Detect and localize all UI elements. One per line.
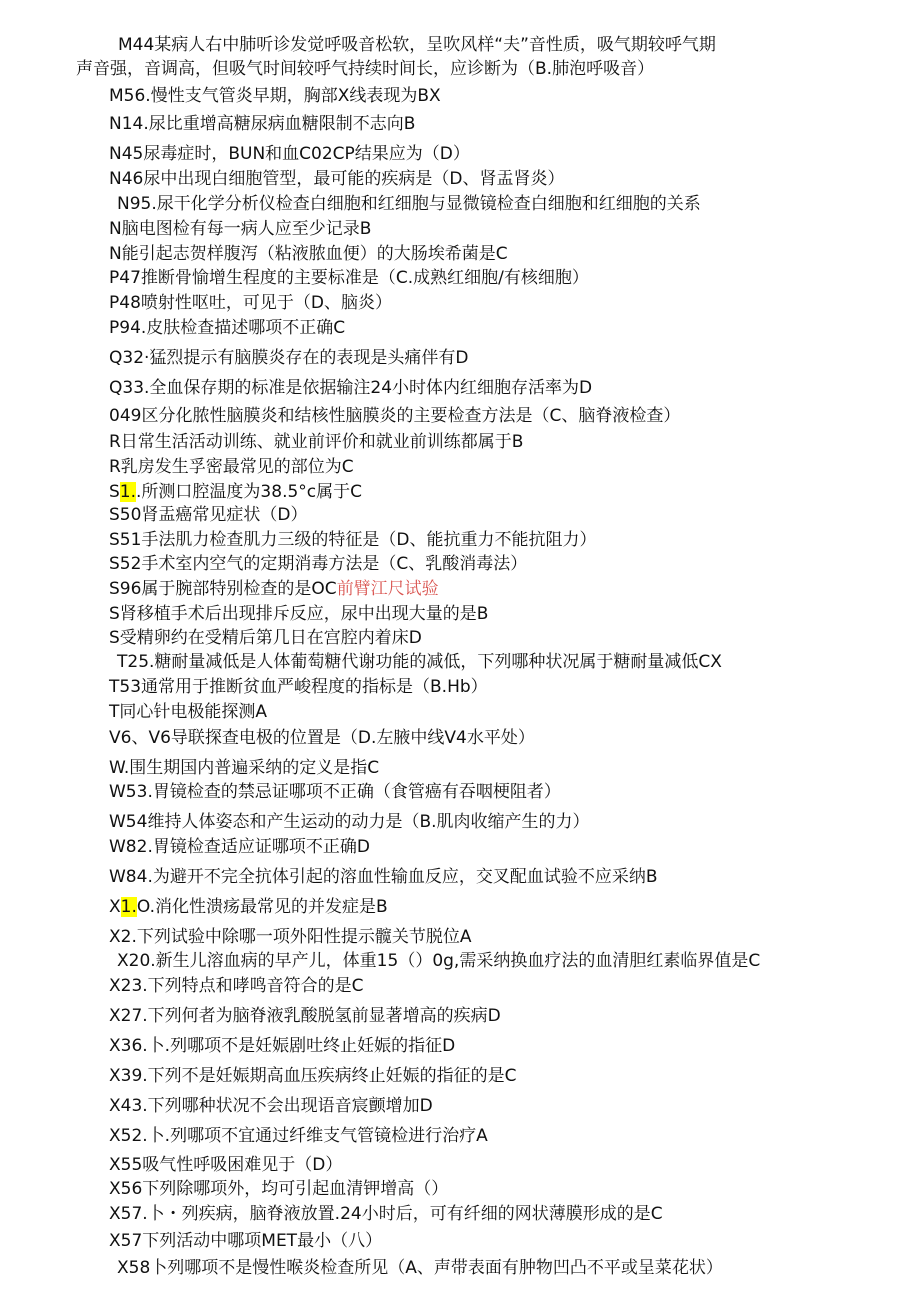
text-line: X58卜列哪项不是慢性喉炎检查所见（A、声带表面有肿物凹凸不平或呈菜花状） [117, 1258, 723, 1278]
text-line: X57下列活动中哪项MET最小（八） [109, 1231, 383, 1251]
text-line: M44某病人右中肺听诊发觉呼吸音松软，呈吹风样“夫”音性质，吸气期较呼气期 [118, 35, 716, 55]
text-line: S52手术室内空气的定期消毒方法是（C、乳酸消毒法） [109, 554, 528, 574]
text-line: T25.糖耐量减低是人体葡萄糖代谢功能的减低，下列哪种状况属于糖耐量减低CX [117, 652, 722, 672]
text-line: S51手法肌力检查肌力三级的特征是（D、能抗重力不能抗阻力） [109, 530, 597, 550]
text-line: X39.下列不是妊娠期高血压疾病终止妊娠的指征的是C [109, 1066, 517, 1086]
text-line: N脑电图检有每一病人应至少记录B [109, 219, 372, 239]
text-line: M56.慢性支气管炎早期，胸部X线表现为BX [109, 86, 441, 106]
text-line: N46尿中出现白细胞管型，最可能的疾病是（D、肾盂肾炎） [109, 169, 565, 189]
text-line: S肾移植手术后出现排斥反应，尿中出现大量的是B [109, 604, 489, 624]
line-prefix: X [109, 897, 121, 917]
text-line: X56下列除哪项外，均可引起血清钾增高（） [109, 1179, 449, 1199]
text-line: S受精卵约在受精后第几日在宫腔内着床D [109, 628, 422, 648]
text-line-s96 [109, 578, 439, 600]
text-line: R乳房发生孚密最常见的部位为C [109, 457, 354, 477]
red-text: 前臂江尺试验 [336, 579, 439, 599]
text-line: P47推断骨愉增生程度的主要标准是（C.成熟红细胞/有核细胞） [109, 268, 589, 288]
text-line: W84.为避开不完全抗体引起的溶血性输血反应，交叉配血试验不应采纳B [109, 867, 658, 887]
text-line: N能引起志贺样腹泻（粘液脓血便）的大肠埃希菌是C [109, 244, 508, 264]
text-line: X55吸气性呼吸困难见于（D） [109, 1155, 343, 1175]
text-line: N14.尿比重增高糖尿病血糖限制不志向B [109, 114, 416, 134]
text-line: P94.皮肤检查描述哪项不正确C [109, 318, 346, 338]
line-main: S96属于腕部特别检查的是OC [109, 579, 337, 599]
text-line-s1 [109, 481, 362, 503]
text-line: P48喷射性呕吐，可见于（D、脑炎） [109, 293, 392, 313]
highlighted-text: 1. [119, 482, 137, 502]
highlighted-text: 1. [120, 897, 137, 917]
text-line: X27.下列何者为脑脊液乳酸脱氢前显著增高的疾病D [109, 1006, 501, 1026]
text-line: T53通常用于推断贫血严峻程度的指标是（B.Hb） [109, 677, 488, 697]
text-line: X52.卜.列哪项不宜通过纤维支气管镜检进行治疗A [109, 1126, 488, 1146]
text-line: N95.尿干化学分析仪检查白细胞和红细胞与显微镜检查白细胞和红细胞的关系 [117, 194, 701, 214]
text-line: Q33.全血保存期的标准是依据输注24小时体内红细胞存活率为D [109, 378, 593, 398]
text-line: X20.新生儿溶血病的早产儿，体重15（）0g,需采纳换血疗法的血清胆红素临界值是C [117, 951, 761, 971]
text-line: X43.下列哪种状况不会出现语音宸颤增加D [109, 1096, 433, 1116]
text-line: W54维持人体姿态和产生运动的动力是（B.肌肉收缩产生的力） [109, 812, 590, 832]
text-line-x1 [109, 896, 388, 918]
text-line: X36.卜.列哪项不是妊娠剧吐终止妊娠的指征D [109, 1036, 456, 1056]
text-line: V6、V6导联探查电极的位置是（D.左腋中线V4水平处） [109, 728, 535, 748]
text-line: X57.卜・列疾病，脑脊液放置.24小时后，可有纤细的网状薄膜形成的是C [109, 1204, 663, 1224]
line-prefix: S [109, 482, 120, 502]
text-line: R日常生活活动训练、就业前评价和就业前训练都属于B [109, 432, 524, 452]
text-line: Q32·猛烈提示有脑膜炎存在的表现是头痛伴有D [109, 348, 469, 368]
line-rest: .所测口腔温度为38.5°c属于C [136, 482, 363, 502]
text-line: X23.下列特点和哮鸣音符合的是C [109, 976, 364, 996]
text-line: N45尿毒症时，BUN和血C02CP结果应为（D） [109, 144, 470, 164]
text-line: T同心针电极能探测A [109, 702, 268, 722]
text-line: W82.胃镜检查适应证哪项不正确D [109, 837, 370, 857]
line-rest: O.消化性溃疡最常见的并发症是B [136, 897, 388, 917]
text-line: W.围生期国内普遍采纳的定义是指C [109, 758, 380, 778]
text-line: S50肾盂癌常见症状（D） [109, 505, 308, 525]
text-line: W53.胃镜检查的禁忌证哪项不正确（食管癌有吞咽梗阻者） [109, 782, 561, 802]
text-line: 声音强，音调高，但吸气时间较呼气持续时间长，应诊断为（B.肺泡呼吸音） [76, 59, 655, 79]
text-line: 049区分化脓性脑膜炎和结核性脑膜炎的主要检查方法是（C、脑脊液检查） [109, 406, 681, 426]
text-line: X2.下列试验中除哪一项外阳性提示髋关节脱位A [109, 927, 472, 947]
